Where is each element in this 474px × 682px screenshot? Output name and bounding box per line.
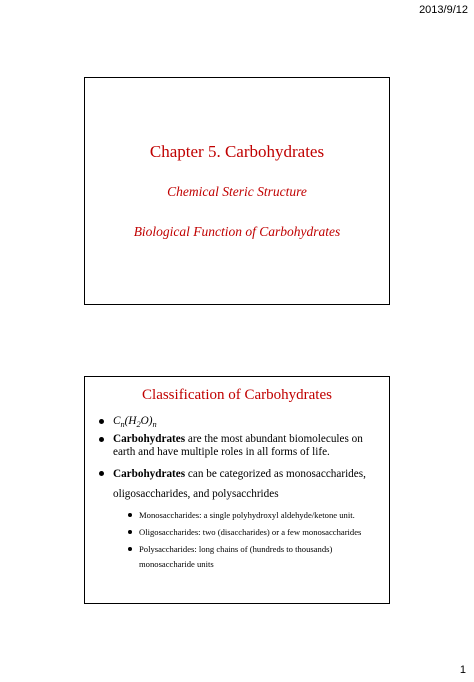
bullet-dot-icon bbox=[128, 513, 132, 517]
formula: $C_n(H_2O)_n$ bbox=[113, 415, 157, 429]
bullet-list bbox=[97, 415, 381, 577]
slide-2-title: Classification of Carbohydrates bbox=[142, 387, 332, 403]
sub-bullet-oligosaccharides: Oligosaccharides: two (disaccharides) or a few monosaccharides bbox=[127, 525, 381, 540]
bullet-categories: Carbohydrates can be categorized as monosaccharides, oligosaccharides, and polysacchrides Monosaccharides: a single polyhydroxyl aldehyde/ketone unit. Oligosaccharides: two (disaccharides) or a few monosaccharides Polysaccharides: long chains of (hundreds to thousands) monosaccharide units bbox=[97, 464, 381, 572]
sub-bullet-polysaccharides: Polysaccharides: long chains of (hundreds to thousands) monosaccharide units bbox=[127, 542, 381, 572]
bullet-dot-icon bbox=[99, 437, 104, 442]
bullet-dot-icon bbox=[128, 530, 132, 534]
slide-1-subtitle-1: Chemical Steric Structure bbox=[167, 184, 307, 199]
slide-1-subtitle-2: Biological Function of Carbohydrates bbox=[133, 224, 341, 239]
bullet-dot-icon bbox=[128, 547, 132, 551]
slide-2 bbox=[84, 376, 390, 604]
slide-1-title: Chapter 5. Carbohydrates bbox=[149, 142, 325, 161]
bullet-dot-icon bbox=[99, 419, 104, 424]
print-date: 2013/9/12 bbox=[419, 4, 468, 16]
bullet-dot-icon bbox=[99, 471, 104, 476]
slide-1 bbox=[84, 77, 390, 305]
bullet-formula bbox=[97, 415, 381, 428]
sub-bullet-monosaccharides: Monosaccharides: a single polyhydroxyl aldehyde/ketone unit. bbox=[127, 508, 381, 523]
page-number: 1 bbox=[459, 664, 466, 676]
sub-bullet-list bbox=[127, 508, 381, 572]
bullet-abundance: Carbohydrates are the most abundant biomolecules on earth and have multiple roles in all forms of life. bbox=[97, 433, 381, 459]
